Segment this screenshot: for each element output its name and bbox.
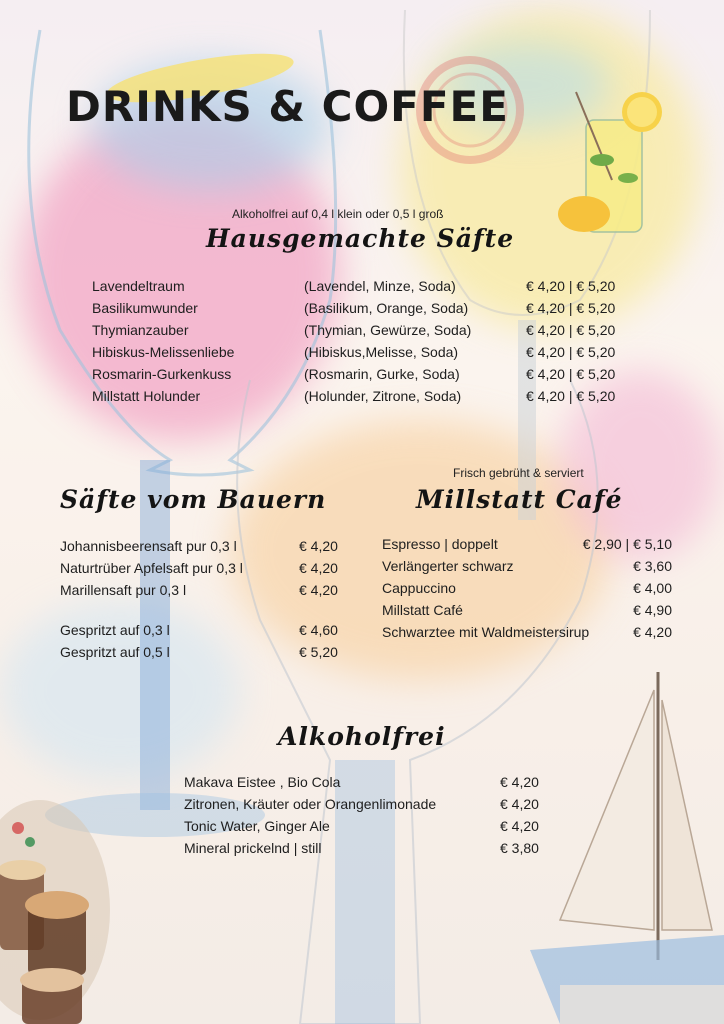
item-name: Thymianzauber [92,322,189,339]
item-price: € 3,60 [633,558,672,575]
list-item [184,771,554,793]
list-item [382,599,682,621]
list-item [92,275,652,297]
item-price: € 4,20 | € 5,20 [526,344,616,361]
hausgemacht-heading: Hausgemachte Säfte [206,224,515,253]
list-item [184,793,554,815]
item-price: € 4,20 | € 5,20 [526,388,616,405]
item-desc: (Thymian, Gewürze, Soda) [304,322,472,339]
item-price: € 4,90 [633,602,672,619]
item-price: € 4,00 [633,580,672,597]
item-desc: (Rosmarin, Gurke, Soda) [304,366,460,383]
hausgemacht-note: Alkoholfrei auf 0,4 l klein oder 0,5 l groß [232,207,444,221]
item-name: Millstatt Café [382,602,463,619]
item-price: € 4,20 [633,624,672,641]
item-price: € 4,20 | € 5,20 [526,278,616,294]
list-item [382,621,682,643]
bauern-list [60,535,350,663]
item-name: Makava Eistee , Bio Cola [184,774,341,790]
page-title: DRINKS & COFFEE [66,82,509,131]
item-name: Zitronen, Kräuter oder Orangenlimonade [184,796,437,813]
list-item [184,815,554,837]
item-price: € 3,80 [500,840,539,857]
alkoholfrei-list [184,771,554,859]
list-item [382,533,682,555]
item-name: Cappuccino [382,580,456,597]
list-item [60,641,350,663]
list-item [92,297,652,319]
cafe-heading: Millstatt Café [416,485,623,514]
item-price: € 4,20 [500,796,539,813]
item-price: € 4,60 [299,622,338,639]
item-desc: (Lavendel, Minze, Soda) [304,278,456,294]
item-name: Millstatt Holunder [92,388,201,405]
item-name: Gespritzt auf 0,5 l [60,644,170,661]
list-item [92,363,652,385]
item-name: Naturtrüber Apfelsaft pur 0,3 l [60,560,243,577]
item-price: € 4,20 [299,582,338,599]
item-desc: (Holunder, Zitrone, Soda) [304,388,462,405]
item-price: € 4,20 | € 5,20 [526,300,616,317]
item-name: Johannisbeerensaft pur 0,3 l [60,538,237,554]
item-name: Espresso | doppelt [382,536,498,552]
item-name: Hibiskus-Melissenliebe [92,344,235,361]
list-item [60,535,350,557]
item-name: Tonic Water, Ginger Ale [184,818,330,835]
item-name: Verlängerter schwarz [382,558,514,575]
cafe-note: Frisch gebrüht & serviert [453,466,584,480]
item-price: € 2,90 | € 5,10 [582,536,672,552]
sailboat-icon [530,672,724,1024]
item-desc: (Hibiskus,Melisse, Soda) [304,344,459,361]
list-item [92,385,652,407]
list-item [60,579,350,601]
list-item [92,341,652,363]
list-item [60,557,350,579]
item-name: Marillensaft pur 0,3 l [60,582,187,599]
item-name: Lavendeltraum [92,278,185,294]
item-name: Basilikumwunder [92,300,198,317]
item-price: € 4,20 [500,774,539,790]
item-price: € 4,20 [299,538,338,554]
item-name: Schwarztee mit Waldmeistersirup [382,624,590,641]
item-price: € 4,20 [500,818,539,835]
alkoholfrei-heading: Alkoholfrei [278,722,446,751]
coffee-cups-icon [0,800,110,1024]
list-item [382,577,682,599]
list-item [92,319,652,341]
item-price: € 4,20 | € 5,20 [526,366,616,383]
list-item [60,619,350,641]
item-desc: (Basilikum, Orange, Soda) [304,300,469,317]
item-price: € 5,20 [299,644,338,661]
list-item [382,555,682,577]
list-item [184,837,554,859]
item-price: € 4,20 | € 5,20 [526,322,616,339]
item-name: Rosmarin-Gurkenkuss [92,366,232,383]
item-price: € 4,20 [299,560,338,577]
lemonade-glass-icon [558,92,662,232]
hausgemacht-list [92,275,652,408]
bauern-heading: Säfte vom Bauern [60,485,327,514]
cocktail-glass-left-icon [29,30,336,837]
item-name: Mineral prickelnd | still [184,840,322,857]
cafe-list [382,533,682,643]
item-name: Gespritzt auf 0,3 l [60,622,170,639]
